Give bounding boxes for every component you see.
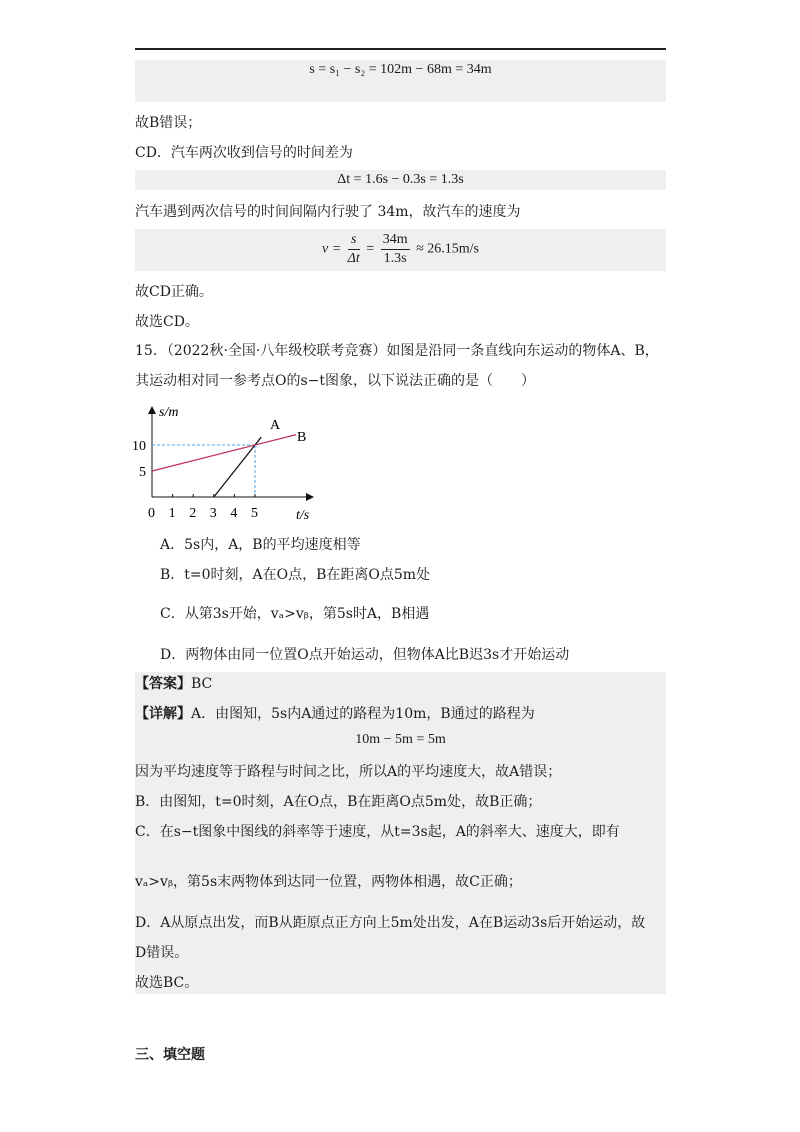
equation-distance: s = s₁ − s₂ = 102m − 68m = 34m (309, 62, 492, 77)
fraction-values (381, 231, 410, 268)
text-avg-speed: 因为平均速度等于路程与时间之比，所以A的平均速度大，故A错误； (135, 764, 562, 780)
eq3-lhs: v = (322, 241, 342, 257)
y-axis-label: s/m (159, 405, 179, 420)
st-graph (130, 400, 330, 525)
x-tick-label: 3 (209, 506, 217, 521)
fraction-num: s (348, 231, 360, 250)
text-choose-bc: 故选BC。 (135, 975, 199, 991)
section-heading: 三、填空题 (135, 1047, 205, 1063)
x-tick-label: 2 (189, 506, 197, 521)
line-b-label: B (297, 430, 307, 445)
equation-diff: 10m − 5m = 5m (355, 732, 446, 747)
fraction-s-over-dt (348, 231, 360, 268)
x-tick-label: 0 (148, 506, 155, 521)
text-detail-d2: D错误。 (135, 945, 189, 961)
text-car-distance: 汽车遇到两次信号的时间间隔内行驶了 34m，故汽车的速度为 (135, 204, 521, 220)
option-c: C．从第3s开始，vₐ>vᵦ，第5s时A，B相遇 (160, 606, 430, 622)
text-detail-c2: vₐ>vᵦ，第5s末两物体到达同一位置，两物体相遇，故C正确； (135, 874, 522, 890)
x-tick-label: 4 (230, 506, 238, 521)
fraction-den: Δt (347, 251, 360, 266)
line-a-label: A (270, 418, 281, 433)
answer-label: 【答案】 (135, 676, 191, 692)
equation-time-diff: Δt = 1.6s − 0.3s = 1.3s (337, 172, 464, 187)
y-tick-label: 10 (132, 439, 146, 454)
text-cd-correct: 故CD正确。 (135, 284, 213, 300)
x-tick-label: 1 (168, 506, 176, 521)
fraction-den-value: 1.3s (383, 251, 407, 266)
eq3-equals: = (366, 241, 375, 257)
detail-label: 【详解】 (135, 706, 191, 722)
text-detail-d1: D．A从原点出发，而B从距原点正方向上5m处出发，A在B运动3s后开始运动，故 (135, 915, 646, 931)
question-15-line2: 其运动相对同一参考点O的s−t图象，以下说法正确的是（ ） (135, 373, 536, 389)
detail-a-text: A．由图知，5s内A通过的路程为10m，B通过的路程为 (191, 706, 535, 722)
series-line-a (214, 437, 261, 497)
answer-value: BC (191, 676, 213, 692)
equation-speed (135, 231, 666, 268)
option-d: D．两物体由同一位置O点开始运动，但物体A比B迟3s才开始运动 (160, 647, 570, 663)
option-a: A．5s内，A，B的平均速度相等 (160, 537, 361, 553)
text-detail-b: B．由图知，t=0时刻，A在O点，B在距离O点5m处，故B正确； (135, 794, 542, 810)
text-cd-intro: CD．汽车两次收到信号的时间差为 (135, 145, 353, 161)
y-tick-label: 5 (139, 465, 146, 480)
eq3-result: ≈ 26.15m/s (416, 241, 479, 257)
answer-line (135, 674, 212, 694)
top-rule (135, 48, 666, 50)
question-15-line1: 15．（2022秋·全国·八年级校联考竞赛）如图是沿同一条直线向东运动的物体A、B， (135, 343, 659, 359)
text-detail-c1: C．在s−t图象中图线的斜率等于速度，从t=3s起，A的斜率大、速度大，即有 (135, 824, 620, 840)
text-b-wrong: 故B错误； (135, 115, 202, 131)
detail-line-a (135, 704, 535, 724)
x-tick-label: 5 (251, 506, 258, 521)
option-b: B．t=0时刻，A在O点，B在距离O点5m处 (160, 567, 431, 583)
text-choose-cd: 故选CD。 (135, 314, 199, 330)
series-line-b (152, 435, 296, 471)
x-axis-label: t/s (296, 508, 310, 523)
fraction-num-value: 34m (381, 231, 410, 250)
